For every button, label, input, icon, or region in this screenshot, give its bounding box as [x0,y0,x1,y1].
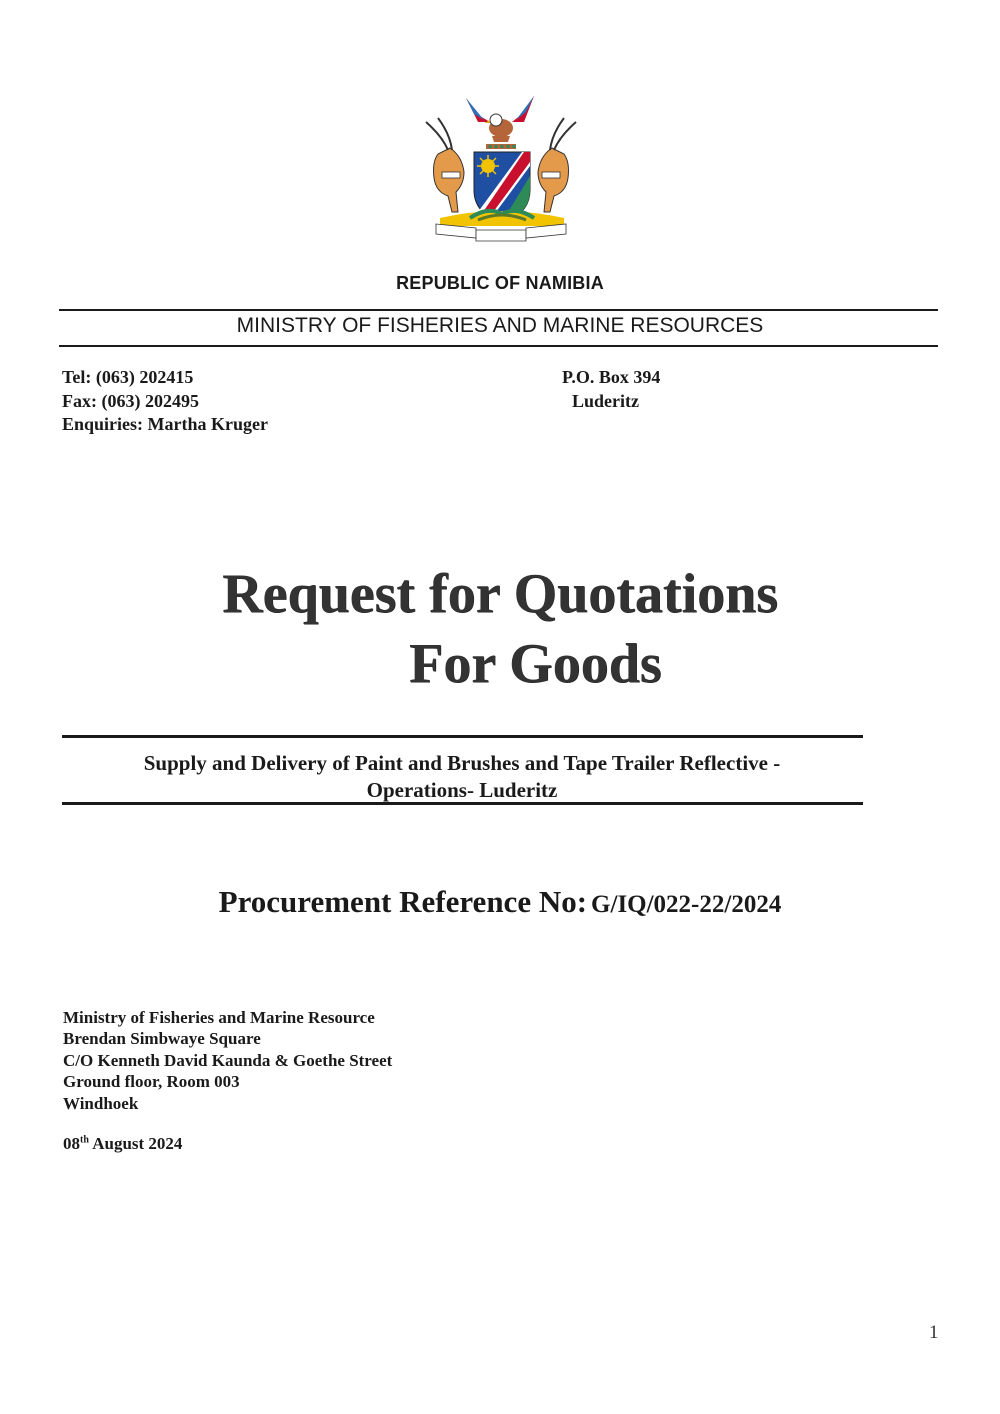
date-suffix: th [80,1134,89,1146]
header-bottom-divider [59,345,938,347]
town-text: Luderitz [572,390,639,411]
address-line: Ministry of Fisheries and Marine Resource [63,1008,375,1027]
fax-text: Fax: (063) 202495 [62,390,199,411]
country-heading: REPUBLIC OF NAMIBIA [396,273,604,293]
page-number: 1 [929,1322,939,1343]
enquiries-text: Enquiries: Martha Kruger [62,414,268,434]
subject-top-divider [62,735,863,738]
procurement-number: G/IQ/022-22/2024 [591,891,782,918]
po-box-text: P.O. Box 394 [562,367,661,387]
subject-line1: Supply and Delivery of Paint and Brushes and Tape Trailer Reflective - [143,751,781,775]
delivery-address [63,1007,392,1114]
address-line: Brendan Simbwaye Square [63,1029,261,1049]
coat-of-arms-logo [418,92,584,244]
date-day: 08 [63,1134,80,1153]
procurement-reference [0,884,1000,920]
contact-right-block [562,366,660,413]
address-line: C/O Kenneth David Kaunda & Goethe Street [63,1050,393,1070]
document-date [63,1134,182,1154]
address-line: Windhoek [63,1093,139,1113]
document-title-line1: Request for Quotations [222,563,778,625]
procurement-label: Procurement Reference No: [218,884,588,919]
contact-left-block [62,366,268,437]
date-month-year: August 2024 [92,1134,183,1153]
ministry-heading: MINISTRY OF FISHERIES AND MARINE RESOURCES [236,314,764,337]
address-line: Ground floor, Room 003 [63,1072,240,1092]
document-title-line2: For Goods [409,633,662,695]
subject-bottom-divider [62,802,863,805]
subject-line2: Operations- Luderitz [366,778,558,802]
header-top-divider [59,309,938,311]
subject-block [62,750,862,804]
tel-text: Tel: (063) 202415 [62,367,194,387]
